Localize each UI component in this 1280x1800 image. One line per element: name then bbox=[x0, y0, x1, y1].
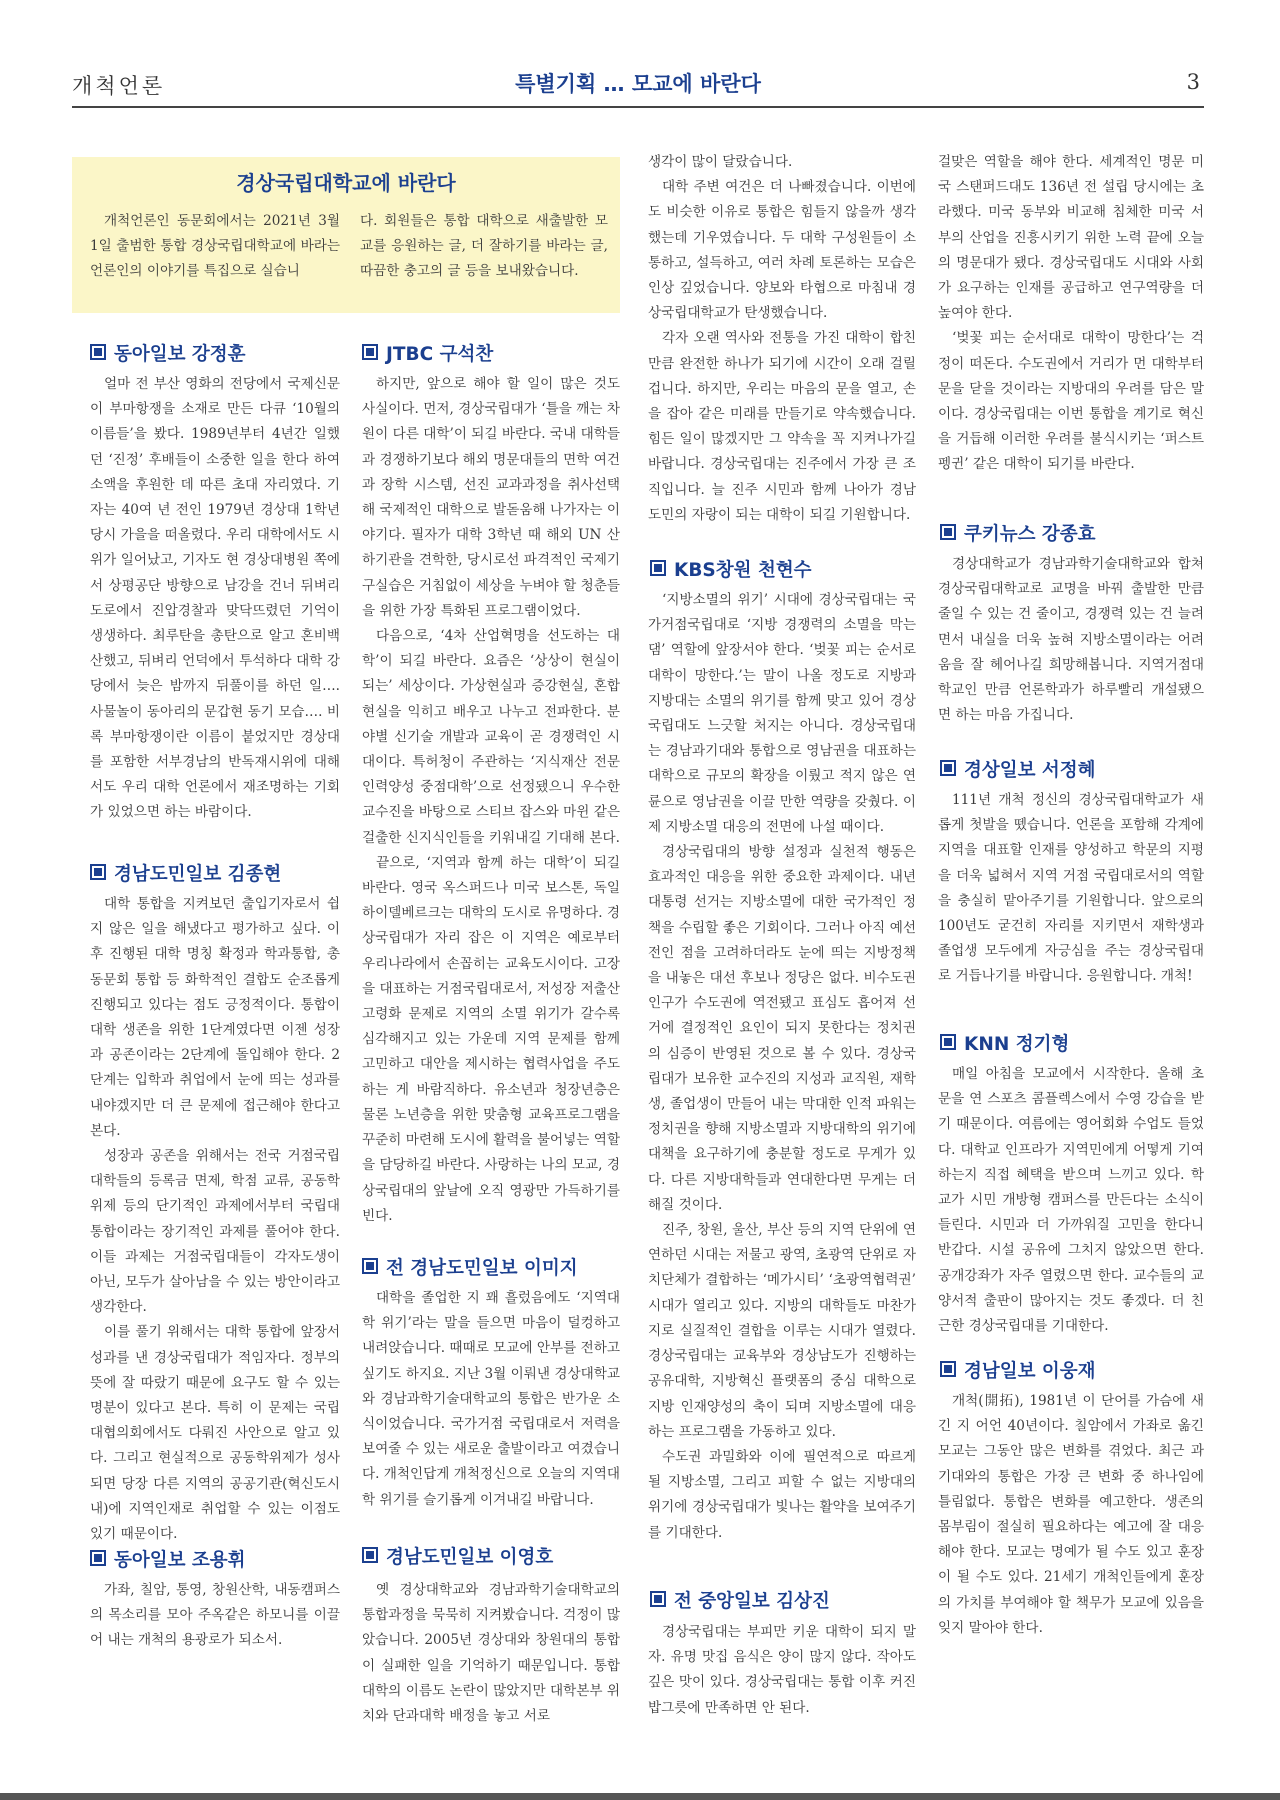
article-body: 111년 개척 정신의 경상국립대학교가 새롭게 첫발을 뗐습니다. 언론을 포함해 각계에 지역을 대표할 인재를 양성하고 학문의 지평을 더욱 넓혀서 지역 거점 국립대로서의 역할을 충실히 맡아주기를 기원합니다. 앞으로의 100년도 굳건히 자리를 지키면서 재학생과 졸업생 모두에게 자긍심을 주는 경상국립대로 거듭나기를 바랍니다. 응원합니다. 개척! bbox=[938, 792, 1204, 985]
article-title: 전 중앙일보 김상진 bbox=[650, 1587, 830, 1613]
article-title: KBS창원 천현수 bbox=[650, 556, 812, 582]
article-continuation: 생각이 많이 달랐습니다. 대학 주변 여건은 더 나빠졌습니다. 이번에도 비슷한 이유로 통합은 힘들지 않을까 생각했는데 기우였습니다. 두 대학 구성원들이 소통하고, 설득하고, 여러 차례 토론하는 모습은 인상 깊었습니다. 양보와 타협으로 마침내 경상국립대학교가 탄생했습니다. 각자 오랜 역사와 전통을 가진 대학이 합친 만큼 완전한 하나가 되기에 시간이 오래 걸릴 겁니다. 하지만, 우리는 마음의 문을 열고, 손을 잡아 같은 미래를 만들기로 약속했습니다. 힘든 일이 많겠지만 그 약속을 꼭 지켜나가길 바랍니다. 경상국립대는 진주에서 가장 큰 조직입니다. 늘 진주 시민과 함께 나아가 경남 도민의 자랑이 되는 대학이 되길 기원합니다. bbox=[648, 154, 916, 523]
article-body: 옛 경상대학교와 경남과학기술대학교의 통합과정을 묵묵히 지켜봤습니다. 걱정이 많았습니다. 2005년 경상대와 창원대의 통합이 실패한 일을 기억하기 때문입니다. 통합 대학의 이름도 논란이 많았지만 대학본부 위치와 단과대학 배정을 놓고 서로 bbox=[362, 1582, 620, 1725]
article-body: 대학 통합을 지켜보던 출입기자로서 쉽지 않은 일을 해냈다고 평가하고 싶다. 이후 진행된 대학 명칭 확정과 학과통합, 총동문회 통합 등 화학적인 결합도 순조롭게 진행되고 있다는 점도 긍정적이다. 통합이 대학 생존을 위한 1단계였다면 이젠 성장과 공존이라는 2단계에 돌입해야 한다. 2단계는 입학과 취업에서 눈에 띄는 성과를 내야겠지만 더 큰 문제에 접근해야 한다고 본다. 성장과 공존을 위해서는 전국 거점국립대학들의 등록금 면제, 학점 교류, 공동학위제 등의 단기적인 과제에서부터 국립대 통합이라는 장기적인 과제를 풀어야 한다. 이들 과제는 거점국립대들이 각자도생이 아닌, 모두가 살아남을 수 있는 방안이라고 생각한다. 이를 풀기 위해서는 대학 통합에 앞장서 성과를 낸 경상국립대가 적임자다. 정부의 뜻에 잘 따랐기 때문에 요구도 할 수 있는 명분이 있다고 본다. 특히 이 문제는 국립대협의회에서도 다뤄진 사안으로 알고 있다. 그리고 현실적으로 공동학위제가 성사되면 당장 다른 지역의 공공기관(혁신도시 내)에 지역인재로 취업할 수 있는 이점도 있기 때문이다. bbox=[90, 896, 340, 1543]
article-title: KNN 정기형 bbox=[940, 1030, 1069, 1056]
intro-title: 경상국립대학교에 바란다 bbox=[236, 171, 456, 195]
square-bullet-icon bbox=[362, 344, 378, 360]
article-body: ‘지방소멸의 위기’ 시대에 경상국립대는 국가거점국립대로 ‘지방 경쟁력의 소멸을 막는 댐’ 역할에 앞장서야 한다. ‘벚꽃 피는 순서로 대학이 망한다.’는 말이 나올 정도로 지방과 지방대는 소멸의 위기를 함께 맞고 있어 경상국립대도 느긋할 처지는 아니다. 경상국립대는 경남과기대와 통합으로 영남권을 대표하는 대학으로 규모의 확장을 이뤘고 적지 않은 연륜으로 영남권을 이끌 만한 역량을 갖췄다. 이제 지방소멸 대응의 전면에 나설 때이다. 경상국립대의 방향 설정과 실천적 행동은 효과적인 대응을 위한 중요한 과제이다. 내년 대통령 선거는 지방소멸에 대한 국가적인 정책을 수립할 좋은 기회이다. 그러나 아직 예선전인 점을 고려하더라도 눈에 띄는 지방정책을 내놓은 대선 후보나 정당은 없다. 비수도권 인구가 수도권에 역전됐고 표심도 흡어져 선거에 결정적인 요인이 되지 못한다는 정치권의 심증이 반영된 것으로 볼 수 있다. 경상국립대가 보유한 교수진의 지성과 교직원, 재학생, 졸업생이 만들어 내는 막대한 인적 파워는 정치권을 향해 지방소멸과 지방대학의 위기에 대책을 요구하기에 충분할 정도로 무게가 있다. 다른 지방대학들과 연대한다면 무게는 더해질 것이다. 진주, 창원, 울산, 부산 등의 지역 단위에 연연하던 시대는 저물고 광역, 초광역 단위로 자치단체가 결합하는 ‘메가시티’ ‘초광역협력권’ 시대가 열리고 있다. 지방의 대학들도 마찬가지로 실질적인 결합을 이루는 시대가 열렸다. 경상국립대는 교육부와 경상남도가 진행하는 공유대학, 지방혁신 플랫폼의 중심 대학으로 지방 인재양성의 축이 되며 지방소멸에 대응하는 프로그램을 가동하고 있다. 수도권 과밀화와 이에 필연적으로 따르게 될 지방소멸, 그리고 피할 수 없는 지방대의 위기에 경상국립대가 빛나는 활약을 보여주기를 기대한다. bbox=[648, 592, 916, 1541]
article-title: 경상일보 서정혜 bbox=[940, 756, 1096, 782]
square-bullet-icon bbox=[940, 524, 956, 540]
square-bullet-icon bbox=[940, 1361, 956, 1377]
article-body: 대학을 졸업한 지 꽤 흘렀음에도 ‘지역대학 위기’라는 말을 들으면 마음이 덜컹하고 내려앉습니다. 때때로 모교에 안부를 전하고 싶기도 하지요. 지난 3월 이뤄낸 경상대학교와 경남과학기술대학교의 통합은 반가운 소식이었습니다. 국가거점 국립대로서 저력을 보여줄 수 있는 새로운 출발이라고 여겼습니다. 개척인답게 개척정신으로 오늘의 지역대학 위기를 슬기롭게 이겨내길 바랍니다. bbox=[362, 1290, 620, 1508]
article-title: 쿠키뉴스 강종효 bbox=[940, 520, 1096, 546]
square-bullet-icon bbox=[650, 560, 666, 576]
article-title: 동아일보 강정훈 bbox=[90, 340, 246, 366]
square-bullet-icon bbox=[650, 1591, 666, 1607]
article-body: 가좌, 칠암, 통영, 창원산학, 내동캠퍼스의 목소리를 모아 주옥같은 하모니를 이끌어 내는 개척의 용광로가 되소서. bbox=[90, 1582, 340, 1649]
intro-text-1: 개척언론인 동문회에서는 2021년 3월 1일 출범한 통합 경상국립대학교에 바라는 언론인의 이야기를 특집으로 실습니 bbox=[90, 213, 340, 280]
page-header bbox=[72, 62, 1204, 108]
footer-rule bbox=[0, 1793, 1280, 1800]
article-title: 동아일보 조용휘 bbox=[90, 1546, 246, 1572]
page-number: 3 bbox=[1186, 70, 1200, 94]
square-bullet-icon bbox=[362, 1547, 378, 1563]
square-bullet-icon bbox=[362, 1258, 378, 1274]
article-title: 전 경남도민일보 이미지 bbox=[362, 1254, 578, 1280]
intro-box bbox=[72, 157, 620, 313]
intro-text-2: 다. 회원들은 통합 대학으로 새출발한 모교를 응원하는 글, 더 잘하기를 바라는 글, 따끔한 충고의 글 등을 보내왔습니다. bbox=[360, 213, 608, 280]
article-title: JTBC 구석찬 bbox=[362, 340, 493, 366]
section-title: 특별기획 … 모교에 바란다 bbox=[515, 72, 761, 96]
square-bullet-icon bbox=[940, 1034, 956, 1050]
article-title: 경남도민일보 김종현 bbox=[90, 860, 281, 886]
article-body: 하지만, 앞으로 해야 할 일이 많은 것도 사실이다. 먼저, 경상국립대가 ‘틀을 깨는 차원이 다른 대학’이 되길 바란다. 국내 대학들과 경쟁하기보다 해외 명문대들의 면학 여건과 장학 시스템, 선진 교과과정을 취사선택해 국제적인 대학으로 발돋움해 나가자는 이야기다. 필자가 대학 3학년 때 해외 UN 산하기관을 견학한, 당시로선 파격적인 국제기구실습은 거침없이 세상을 누벼야 할 청춘들을 위한 가장 특화된 프로그램이었다. 다음으로, ‘4차 산업혁명을 선도하는 대학’이 되길 바란다. 요즘은 ‘상상이 현실이 되는’ 세상이다. 가상현실과 증강현실, 혼합현실을 익히고 배우고 나누고 전파한다. 분야별 신기술 개발과 교육이 곧 경쟁력인 시대이다. 특허청이 주관하는 ‘지식재산 전문인력양성 중점대학’으로 선정됐으니 우수한 교수진을 바탕으로 스티브 잡스와 마윈 같은 걸출한 신지식인들을 키워내길 기대해 본다. 끝으로, ‘지역과 함께 하는 대학’이 되길 바란다. 영국 옥스퍼드나 미국 보스톤, 독일 하이델베르크는 대학의 도시로 유명하다. 경상국립대가 자리 잡은 이 지역은 예로부터 우리나라에서 손꼽히는 교육도시이다. 고장을 대표하는 거점국립대로서, 저성장 저출산 고령화 문제로 지역의 소멸 위기가 갈수록 심각해지고 있는 가운데 지역 문제를 함께 고민하고 대안을 제시하는 협력사업을 주도하는 게 바람직하다. 유소년과 청장년층은 물론 노년층을 위한 맞춤형 교육프로그램을 꾸준히 마련해 도시에 활력을 불어넣는 역할을 담당하길 바란다. 사랑하는 나의 모교, 경상국립대의 앞날에 오직 영광만 가득하기를 빈다. bbox=[362, 376, 620, 1224]
article-body: 얼마 전 부산 영화의 전당에서 국제신문이 부마항쟁을 소재로 만든 다큐 ‘10월의 이름들’을 봤다. 1989년부터 4년간 일했던 ‘진정’ 후배들이 소중한 일을 한다 하여 소액을 후원한 데 따른 초대 자리였다. 기자는 40여 년 전인 1979년 경상대 1학년 당시 가을을 떠올렸다. 우리 대학에서도 시위가 일어났고, 기자도 현 경상대병원 쪽에서 상평공단 방향으로 남강을 건너 뒤벼리 도로에서 진압경찰과 맞닥뜨렸던 기억이 생생하다. 최루탄을 총탄으로 알고 혼비백산했고, 뒤벼리 언덕에서 투석하다 대학 강당에서 늦은 밤까지 뒤풀이를 하던 일…. 사물놀이 동아리의 문갑현 동기 모습…. 비록 부마항쟁이란 이름이 붙었지만 경상대를 포함한 서부경남의 반독재시위에 대해서도 우리 대학 언론에서 재조명하는 기회가 있었으면 하는 바람이다. bbox=[90, 376, 340, 821]
article-body: 경상대학교가 경남과학기술대학교와 합쳐 경상국립대학교로 교명을 바꿔 출발한 만큼 줄일 수 있는 건 줄이고, 경쟁력 있는 건 늘려면서 내실을 더욱 높혀 지방소멸이라는 어려움을 잘 헤어나길 희망해봅니다. 지역거점대학교인 만큼 언론학과가 하루빨리 개설됐으면 하는 마음 가집니다. bbox=[938, 556, 1204, 724]
article-title: 경남도민일보 이영호 bbox=[362, 1543, 553, 1569]
article-title: 경남일보 이웅재 bbox=[940, 1357, 1096, 1383]
square-bullet-icon bbox=[90, 1550, 106, 1566]
article-body: 경상국립대는 부피만 키운 대학이 되지 말자. 유명 맛집 음식은 양이 많지 않다. 작아도 깊은 맛이 있다. 경상국립대는 통합 이후 커진 밥그릇에 만족하면 안 된다. bbox=[648, 1624, 916, 1716]
newspaper-brand: 개척언론 bbox=[72, 74, 166, 98]
square-bullet-icon bbox=[940, 760, 956, 776]
square-bullet-icon bbox=[90, 864, 106, 880]
square-bullet-icon bbox=[90, 344, 106, 360]
article-body: 개척(開拓), 1981년 이 단어를 가슴에 새긴 지 어언 40년이다. 칠암에서 가좌로 옮긴 모교는 그동안 많은 변화를 겪었다. 최근 과기대와의 통합은 가장 큰 변화 중 하나임에 틀림없다. 통합은 변화를 예고한다. 생존의 몸부림이 절실히 필요하다는 예고에 잘 대응해야 한다. 모교는 명예가 될 수도 있고 훈장이 될 수도 있다. 21세기 개척인들에게 훈장의 가치를 부여해야 할 책무가 모교에 있음을 잊지 말아야 한다. bbox=[938, 1393, 1204, 1636]
article-body: 매일 아침을 모교에서 시작한다. 올해 초 문을 연 스포츠 콤플렉스에서 수영 강습을 받기 때문이다. 여름에는 영어회화 수업도 들었다. 대학교 인프라가 지역민에게 어떻게 기여하는지 직접 혜택을 받으며 느끼고 있다. 학교가 시민 개방형 캠퍼스를 만든다는 소식이 들린다. 시민과 더 가까워질 고민을 한다니 반갑다. 시설 공유에 그치지 않았으면 한다. 공개강좌가 자주 열렸으면 한다. 교수들의 교양서적 출판이 많아지는 것도 좋겠다. 더 친근한 경상국립대를 기대한다. bbox=[938, 1066, 1204, 1335]
article-continuation: 걸맞은 역할을 해야 한다. 세계적인 명문 미국 스탠퍼드대도 136년 전 설립 당시에는 초라했다. 미국 동부와 비교해 침체한 미국 서부의 산업을 진흥시키기 위한 노력 끝에 오늘의 명문대가 됐다. 경상국립대도 시대와 사회가 요구하는 인재를 공급하고 연구역량을 더 높여야 한다. ‘벚꽃 피는 순서대로 대학이 망한다’는 걱정이 떠돈다. 수도권에서 거리가 먼 대학부터 문을 닫을 것이라는 지방대의 우려를 담은 말이다. 경상국립대는 이번 통합을 계기로 혁신을 거듭해 이러한 우려를 불식시키는 ‘퍼스트 펭귄’ 같은 대학이 되기를 바란다. bbox=[938, 154, 1204, 473]
